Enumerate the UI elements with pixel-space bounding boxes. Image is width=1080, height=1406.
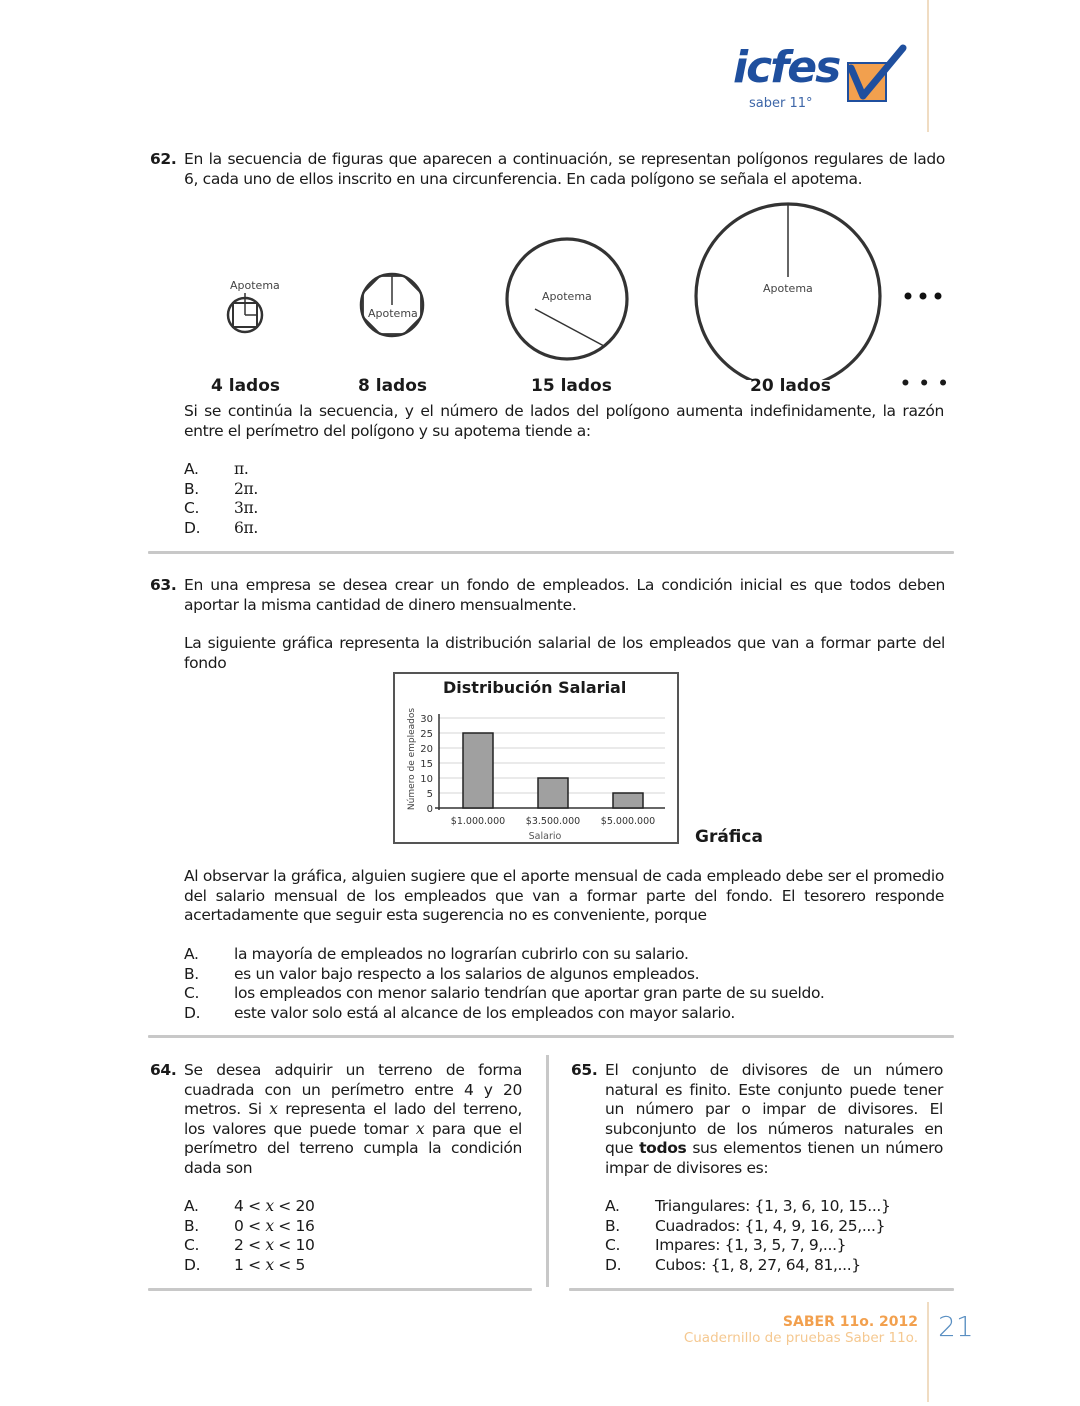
figure-label-8: 8 lados: [358, 376, 428, 396]
option-a[interactable]: [184, 1197, 514, 1217]
option-text: es un valor bajo respecto a los salarios de algunos empleados.: [234, 964, 700, 983]
square-figure: [228, 279, 280, 332]
question-number: 63.: [150, 576, 177, 594]
option-text: los empleados con menor salario tendrían que aportar gran parte de su sueldo.: [234, 984, 825, 1002]
chart-title: Distribución Salarial: [443, 678, 627, 697]
header-vertical-rule: [927, 0, 929, 132]
question-number: 62.: [150, 150, 177, 168]
section-divider: [569, 1288, 954, 1291]
question-62: [150, 150, 945, 189]
option-c[interactable]: [184, 1236, 514, 1256]
svg-text:Salario: Salario: [528, 831, 562, 842]
stem-text: para que el perímetro del terreno cumpla la condición dada son: [184, 1119, 522, 1177]
option-d[interactable]: [184, 519, 484, 539]
option-text: Cuadrados: {1, 4, 9, 16, 25,...}: [655, 1216, 886, 1235]
chart-y-axis-label: Número de empleados: [407, 707, 417, 811]
option-letter: C.: [184, 984, 200, 1002]
option-text: Cubos: {1, 8, 27, 64, 81,...}: [655, 1255, 861, 1274]
option-letter: A.: [184, 1197, 199, 1215]
option-b[interactable]: [184, 480, 484, 500]
figure-label-4: 4 lados: [211, 376, 281, 396]
option-letter: D.: [184, 1255, 201, 1274]
option-text: 3π.: [234, 499, 258, 517]
variable-x: x: [269, 1100, 278, 1118]
logo-subtitle: saber 11°: [749, 96, 813, 111]
question-stem: En la secuencia de figuras que aparecen a continuación, se representan polígonos regulares de lado 6, cada uno de ellos inscrito en una circunferencia. En cada polígono se señala el apotema.: [184, 150, 945, 188]
svg-text:15: 15: [420, 759, 433, 770]
option-letter: A.: [184, 460, 199, 478]
svg-text:$3.500.000: $3.500.000: [525, 816, 581, 827]
svg-text:25: 25: [420, 729, 433, 740]
option-a[interactable]: [184, 460, 484, 480]
svg-text:$1.000.000: $1.000.000: [450, 816, 506, 827]
question-65: [571, 1061, 943, 1178]
section-divider: [148, 1288, 532, 1291]
section-divider: [148, 1035, 954, 1038]
footer-subtitle: Cuadernillo de pruebas Saber 11o.: [683, 1330, 918, 1346]
svg-text:Apotema: Apotema: [368, 307, 418, 320]
option-letter: B.: [184, 964, 199, 983]
option-text: Triangulares: {1, 3, 6, 10, 15...}: [655, 1197, 891, 1215]
chart-plot-area: [395, 674, 677, 842]
icosagon-figure: [696, 204, 880, 380]
option-letter: D.: [605, 1255, 622, 1274]
option-letter: B.: [605, 1216, 620, 1235]
question-63-prompt: Al observar la gráfica, alguien sugiere que el aporte mensual de cada empleado debe ser el promedio del salario mensual de los empleados que van a formar parte del fondo. El tesorero responde acertadamente que seguir esta sugerencia no es conveniente, porque: [184, 867, 944, 924]
option-text: 0 < x < 16: [234, 1216, 315, 1235]
figure-label-20: 20 lados: [750, 376, 831, 396]
page-number: 21: [938, 1310, 974, 1343]
svg-text:20: 20: [420, 744, 433, 755]
variable-x: x: [415, 1119, 425, 1138]
option-letter: A.: [605, 1197, 620, 1215]
salary-distribution-chart: [393, 672, 679, 844]
question-stem: El conjunto de divisores de un número natural es finito. Este conjunto puede tener un número par o impar de divisores. El subconjunto de los números naturales en que todos sus elementos tienen un número impar de divisores es:: [605, 1061, 943, 1177]
octagon-figure: [361, 274, 423, 336]
question-64-options: [184, 1197, 514, 1275]
svg-text:30: 30: [420, 714, 433, 725]
option-a[interactable]: [605, 1197, 945, 1217]
option-letter: C.: [184, 1236, 200, 1254]
option-text: 6π.: [234, 518, 258, 537]
option-text: este valor solo está al alcance de los empleados con mayor salario.: [234, 1003, 735, 1022]
svg-text:Apotema: Apotema: [230, 279, 280, 292]
svg-text:Apotema: Apotema: [542, 290, 592, 303]
stem-text: Se desea adquirir un terreno de forma cuadrada con un perímetro entre 4 y 20 metros. Si: [184, 1061, 522, 1118]
icfes-logo: [733, 42, 913, 118]
footer-vertical-rule: [927, 1302, 929, 1402]
svg-text:Apotema: Apotema: [763, 282, 813, 295]
option-letter: A.: [184, 945, 199, 963]
option-c[interactable]: [184, 984, 944, 1004]
question-number: 64.: [150, 1061, 177, 1079]
polygon-sequence-figure: [190, 195, 960, 380]
question-64: [150, 1061, 522, 1178]
figure-label-15: 15 lados: [531, 376, 612, 396]
option-text: 1 < x < 5: [234, 1255, 306, 1274]
option-letter: D.: [184, 518, 201, 537]
svg-text:10: 10: [420, 774, 433, 785]
option-text: 4 < x < 20: [234, 1197, 315, 1215]
option-letter: B.: [184, 1216, 199, 1235]
option-text: π.: [234, 460, 249, 478]
option-b[interactable]: [184, 1217, 514, 1237]
option-letter: C.: [184, 499, 200, 517]
option-text: 2π.: [234, 479, 258, 498]
option-c[interactable]: [184, 499, 484, 519]
option-b[interactable]: [184, 965, 944, 985]
question-62-options: [184, 460, 484, 538]
figure-caption: Gráfica: [695, 827, 763, 847]
option-b[interactable]: [605, 1217, 945, 1237]
question-stem: [184, 1061, 522, 1178]
footer-title: SABER 11o. 2012: [782, 1314, 918, 1330]
option-d[interactable]: [605, 1256, 945, 1276]
logo-wordmark: icfes: [733, 42, 840, 93]
option-text: 2 < x < 10: [234, 1236, 315, 1254]
option-a[interactable]: [184, 945, 944, 965]
question-62-prompt: Si se continúa la secuencia, y el número de lados del polígono aumenta indefinidamente, la razón entre el perímetro del polígono y su apotema tiende a:: [184, 402, 944, 440]
option-d[interactable]: [184, 1004, 944, 1024]
svg-text:$5.000.000: $5.000.000: [600, 816, 656, 827]
pentadecagon-figure: [507, 239, 627, 359]
question-63: [150, 576, 945, 673]
question-65-options: [605, 1197, 945, 1275]
option-c[interactable]: [605, 1236, 945, 1256]
question-63-options: [184, 945, 944, 1023]
svg-text:0: 0: [426, 804, 433, 815]
question-stem-2: La siguiente gráfica representa la distribución salarial de los empleados que van a formar parte del fondo: [184, 634, 945, 672]
option-letter: D.: [184, 1003, 201, 1022]
option-letter: B.: [184, 479, 199, 498]
section-divider: [148, 551, 954, 554]
option-text: la mayoría de empleados no lograrían cubrirlo con su salario.: [234, 945, 689, 963]
checkmark-box-icon: [847, 62, 887, 102]
emphasis-todos: todos: [639, 1139, 687, 1157]
ellipsis-label: • • •: [900, 374, 950, 394]
question-stem: En una empresa se desea crear un fondo de empleados. La condición inicial es que todos deben aportar la misma cantidad de dinero mensualmente.: [184, 576, 945, 614]
question-number: 65.: [571, 1061, 598, 1079]
footer-info: [684, 1314, 918, 1346]
column-divider: [546, 1055, 549, 1287]
option-d[interactable]: [184, 1256, 514, 1276]
stem-text: representa el lado del terreno, los valores que puede tomar: [184, 1100, 522, 1138]
option-letter: C.: [605, 1236, 621, 1254]
ellipsis-icon: [905, 293, 942, 300]
option-text: Impares: {1, 3, 5, 7, 9,...}: [655, 1236, 847, 1254]
svg-text:5: 5: [426, 789, 433, 800]
